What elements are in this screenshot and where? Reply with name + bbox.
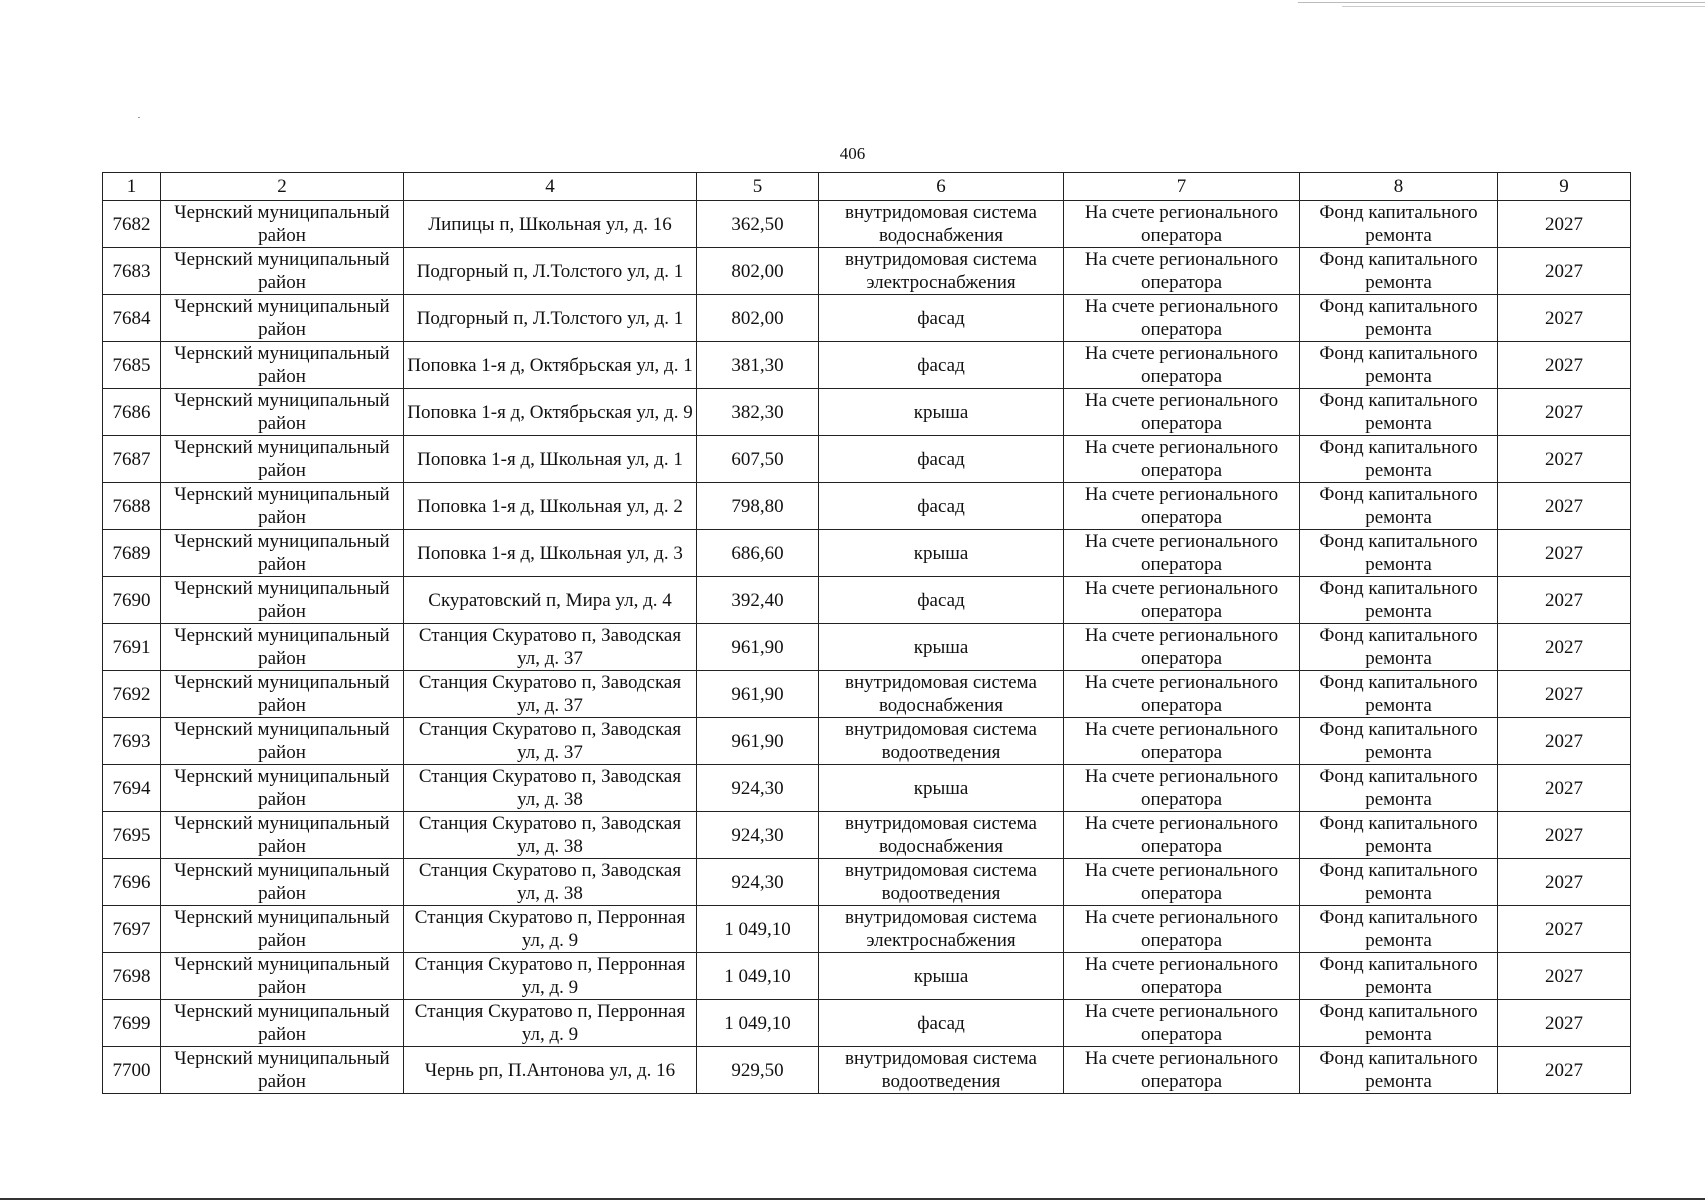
row-number-cell: 7692	[103, 671, 161, 718]
work-type-cell: крыша	[819, 765, 1064, 812]
district-cell: Чернский муниципальный район	[161, 671, 404, 718]
fund-account-cell: На счете регионального оператора	[1064, 436, 1300, 483]
header-cell: 1	[103, 173, 161, 201]
year-cell: 2027	[1498, 624, 1631, 671]
district-cell: Чернский муниципальный район	[161, 201, 404, 248]
area-cell: 961,90	[697, 718, 819, 765]
address-cell: Липицы п, Школьная ул, д. 16	[404, 201, 697, 248]
table-row	[103, 530, 1631, 577]
district-cell: Чернский муниципальный район	[161, 859, 404, 906]
fund-account-cell: На счете регионального оператора	[1064, 953, 1300, 1000]
area-cell: 924,30	[697, 859, 819, 906]
year-cell: 2027	[1498, 1047, 1631, 1094]
district-cell: Чернский муниципальный район	[161, 624, 404, 671]
funding-source-cell: Фонд капитального ремонта	[1300, 483, 1498, 530]
year-cell: 2027	[1498, 248, 1631, 295]
area-cell: 382,30	[697, 389, 819, 436]
row-number-cell: 7695	[103, 812, 161, 859]
fund-account-cell: На счете регионального оператора	[1064, 671, 1300, 718]
header-cell: 4	[404, 173, 697, 201]
work-type-cell: внутридомовая система водоснабжения	[819, 812, 1064, 859]
scan-speck	[138, 117, 140, 118]
district-cell: Чернский муниципальный район	[161, 530, 404, 577]
table-row	[103, 718, 1631, 765]
row-number-cell: 7685	[103, 342, 161, 389]
area-cell: 961,90	[697, 624, 819, 671]
area-cell: 1 049,10	[697, 1000, 819, 1047]
area-cell: 1 049,10	[697, 906, 819, 953]
district-cell: Чернский муниципальный район	[161, 718, 404, 765]
funding-source-cell: Фонд капитального ремонта	[1300, 624, 1498, 671]
year-cell: 2027	[1498, 530, 1631, 577]
year-cell: 2027	[1498, 295, 1631, 342]
row-number-cell: 7694	[103, 765, 161, 812]
header-cell: 7	[1064, 173, 1300, 201]
district-cell: Чернский муниципальный район	[161, 906, 404, 953]
district-cell: Чернский муниципальный район	[161, 342, 404, 389]
area-cell: 1 049,10	[697, 953, 819, 1000]
district-cell: Чернский муниципальный район	[161, 1047, 404, 1094]
table-row	[103, 906, 1631, 953]
district-cell: Чернский муниципальный район	[161, 577, 404, 624]
address-cell: Поповка 1-я д, Школьная ул, д. 1	[404, 436, 697, 483]
area-cell: 362,50	[697, 201, 819, 248]
address-cell: Поповка 1-я д, Школьная ул, д. 3	[404, 530, 697, 577]
work-type-cell: внутридомовая система водоснабжения	[819, 201, 1064, 248]
fund-account-cell: На счете регионального оператора	[1064, 577, 1300, 624]
row-number-cell: 7689	[103, 530, 161, 577]
fund-account-cell: На счете регионального оператора	[1064, 342, 1300, 389]
address-cell: Станция Скуратово п, Перронная ул, д. 9	[404, 1000, 697, 1047]
area-cell: 961,90	[697, 671, 819, 718]
funding-source-cell: Фонд капитального ремонта	[1300, 389, 1498, 436]
top-scan-line	[1342, 6, 1705, 7]
fund-account-cell: На счете регионального оператора	[1064, 530, 1300, 577]
fund-account-cell: На счете регионального оператора	[1064, 1047, 1300, 1094]
funding-source-cell: Фонд капитального ремонта	[1300, 201, 1498, 248]
fund-account-cell: На счете регионального оператора	[1064, 295, 1300, 342]
fund-account-cell: На счете регионального оператора	[1064, 483, 1300, 530]
row-number-cell: 7700	[103, 1047, 161, 1094]
table-row	[103, 1047, 1631, 1094]
year-cell: 2027	[1498, 342, 1631, 389]
work-type-cell: фасад	[819, 436, 1064, 483]
row-number-cell: 7690	[103, 577, 161, 624]
year-cell: 2027	[1498, 765, 1631, 812]
address-cell: Чернь рп, П.Антонова ул, д. 16	[404, 1047, 697, 1094]
work-type-cell: крыша	[819, 389, 1064, 436]
funding-source-cell: Фонд капитального ремонта	[1300, 953, 1498, 1000]
address-cell: Поповка 1-я д, Школьная ул, д. 2	[404, 483, 697, 530]
fund-account-cell: На счете регионального оператора	[1064, 906, 1300, 953]
year-cell: 2027	[1498, 1000, 1631, 1047]
work-type-cell: фасад	[819, 577, 1064, 624]
area-cell: 686,60	[697, 530, 819, 577]
table-row	[103, 342, 1631, 389]
year-cell: 2027	[1498, 389, 1631, 436]
table-row	[103, 577, 1631, 624]
table-row	[103, 295, 1631, 342]
funding-source-cell: Фонд капитального ремонта	[1300, 859, 1498, 906]
address-cell: Станция Скуратово п, Перронная ул, д. 9	[404, 953, 697, 1000]
address-cell: Станция Скуратово п, Заводская ул, д. 38	[404, 812, 697, 859]
work-type-cell: крыша	[819, 953, 1064, 1000]
capital-repair-table	[102, 172, 1631, 1094]
fund-account-cell: На счете регионального оператора	[1064, 812, 1300, 859]
address-cell: Станция Скуратово п, Заводская ул, д. 37	[404, 718, 697, 765]
funding-source-cell: Фонд капитального ремонта	[1300, 436, 1498, 483]
funding-source-cell: Фонд капитального ремонта	[1300, 718, 1498, 765]
address-cell: Станция Скуратово п, Заводская ул, д. 38	[404, 765, 697, 812]
funding-source-cell: Фонд капитального ремонта	[1300, 1000, 1498, 1047]
work-type-cell: фасад	[819, 342, 1064, 389]
table-row	[103, 624, 1631, 671]
row-number-cell: 7684	[103, 295, 161, 342]
row-number-cell: 7699	[103, 1000, 161, 1047]
row-number-cell: 7691	[103, 624, 161, 671]
funding-source-cell: Фонд капитального ремонта	[1300, 1047, 1498, 1094]
district-cell: Чернский муниципальный район	[161, 812, 404, 859]
funding-source-cell: Фонд капитального ремонта	[1300, 577, 1498, 624]
row-number-cell: 7683	[103, 248, 161, 295]
row-number-cell: 7687	[103, 436, 161, 483]
district-cell: Чернский муниципальный район	[161, 389, 404, 436]
area-cell: 607,50	[697, 436, 819, 483]
district-cell: Чернский муниципальный район	[161, 436, 404, 483]
funding-source-cell: Фонд капитального ремонта	[1300, 248, 1498, 295]
funding-source-cell: Фонд капитального ремонта	[1300, 812, 1498, 859]
year-cell: 2027	[1498, 201, 1631, 248]
district-cell: Чернский муниципальный район	[161, 953, 404, 1000]
address-cell: Поповка 1-я д, Октябрьская ул, д. 9	[404, 389, 697, 436]
year-cell: 2027	[1498, 483, 1631, 530]
work-type-cell: внутридомовая система водоотведения	[819, 859, 1064, 906]
district-cell: Чернский муниципальный район	[161, 1000, 404, 1047]
fund-account-cell: На счете регионального оператора	[1064, 859, 1300, 906]
work-type-cell: фасад	[819, 295, 1064, 342]
fund-account-cell: На счете регионального оператора	[1064, 624, 1300, 671]
year-cell: 2027	[1498, 859, 1631, 906]
district-cell: Чернский муниципальный район	[161, 483, 404, 530]
fund-account-cell: На счете регионального оператора	[1064, 389, 1300, 436]
address-cell: Подгорный п, Л.Толстого ул, д. 1	[404, 295, 697, 342]
header-cell: 9	[1498, 173, 1631, 201]
table-row	[103, 765, 1631, 812]
header-cell: 8	[1300, 173, 1498, 201]
row-number-cell: 7686	[103, 389, 161, 436]
work-type-cell: фасад	[819, 483, 1064, 530]
table-row	[103, 436, 1631, 483]
header-cell: 5	[697, 173, 819, 201]
table-row	[103, 248, 1631, 295]
header-row	[103, 173, 1631, 201]
fund-account-cell: На счете регионального оператора	[1064, 248, 1300, 295]
funding-source-cell: Фонд капитального ремонта	[1300, 671, 1498, 718]
address-cell: Подгорный п, Л.Толстого ул, д. 1	[404, 248, 697, 295]
address-cell: Станция Скуратово п, Заводская ул, д. 37	[404, 671, 697, 718]
year-cell: 2027	[1498, 812, 1631, 859]
year-cell: 2027	[1498, 671, 1631, 718]
area-cell: 798,80	[697, 483, 819, 530]
address-cell: Поповка 1-я д, Октябрьская ул, д. 1	[404, 342, 697, 389]
district-cell: Чернский муниципальный район	[161, 248, 404, 295]
year-cell: 2027	[1498, 436, 1631, 483]
table-row	[103, 1000, 1631, 1047]
district-cell: Чернский муниципальный район	[161, 765, 404, 812]
table-row	[103, 201, 1631, 248]
area-cell: 924,30	[697, 812, 819, 859]
address-cell: Станция Скуратово п, Перронная ул, д. 9	[404, 906, 697, 953]
table-row	[103, 389, 1631, 436]
work-type-cell: внутридомовая система водоотведения	[819, 1047, 1064, 1094]
area-cell: 381,30	[697, 342, 819, 389]
fund-account-cell: На счете регионального оператора	[1064, 1000, 1300, 1047]
work-type-cell: фасад	[819, 1000, 1064, 1047]
work-type-cell: внутридомовая система электроснабжения	[819, 248, 1064, 295]
page-number: 406	[839, 144, 866, 163]
district-cell: Чернский муниципальный район	[161, 295, 404, 342]
area-cell: 802,00	[697, 248, 819, 295]
table-row	[103, 671, 1631, 718]
header-cell: 2	[161, 173, 404, 201]
work-type-cell: крыша	[819, 624, 1064, 671]
funding-source-cell: Фонд капитального ремонта	[1300, 530, 1498, 577]
funding-source-cell: Фонд капитального ремонта	[1300, 765, 1498, 812]
row-number-cell: 7697	[103, 906, 161, 953]
table-row	[103, 812, 1631, 859]
fund-account-cell: На счете регионального оператора	[1064, 201, 1300, 248]
area-cell: 392,40	[697, 577, 819, 624]
area-cell: 802,00	[697, 295, 819, 342]
row-number-cell: 7682	[103, 201, 161, 248]
row-number-cell: 7696	[103, 859, 161, 906]
table-row	[103, 859, 1631, 906]
year-cell: 2027	[1498, 906, 1631, 953]
year-cell: 2027	[1498, 577, 1631, 624]
table-row	[103, 483, 1631, 530]
work-type-cell: внутридомовая система электроснабжения	[819, 906, 1064, 953]
row-number-cell: 7698	[103, 953, 161, 1000]
funding-source-cell: Фонд капитального ремонта	[1300, 295, 1498, 342]
row-number-cell: 7693	[103, 718, 161, 765]
work-type-cell: внутридомовая система водоотведения	[819, 718, 1064, 765]
work-type-cell: крыша	[819, 530, 1064, 577]
address-cell: Станция Скуратово п, Заводская ул, д. 38	[404, 859, 697, 906]
area-cell: 924,30	[697, 765, 819, 812]
address-cell: Скуратовский п, Мира ул, д. 4	[404, 577, 697, 624]
fund-account-cell: На счете регионального оператора	[1064, 765, 1300, 812]
year-cell: 2027	[1498, 718, 1631, 765]
funding-source-cell: Фонд капитального ремонта	[1300, 342, 1498, 389]
fund-account-cell: На счете регионального оператора	[1064, 718, 1300, 765]
funding-source-cell: Фонд капитального ремонта	[1300, 906, 1498, 953]
table-body	[103, 201, 1631, 1094]
header-cell: 6	[819, 173, 1064, 201]
year-cell: 2027	[1498, 953, 1631, 1000]
row-number-cell: 7688	[103, 483, 161, 530]
area-cell: 929,50	[697, 1047, 819, 1094]
top-scan-line	[1298, 2, 1705, 3]
table-row	[103, 953, 1631, 1000]
work-type-cell: внутридомовая система водоснабжения	[819, 671, 1064, 718]
address-cell: Станция Скуратово п, Заводская ул, д. 37	[404, 624, 697, 671]
